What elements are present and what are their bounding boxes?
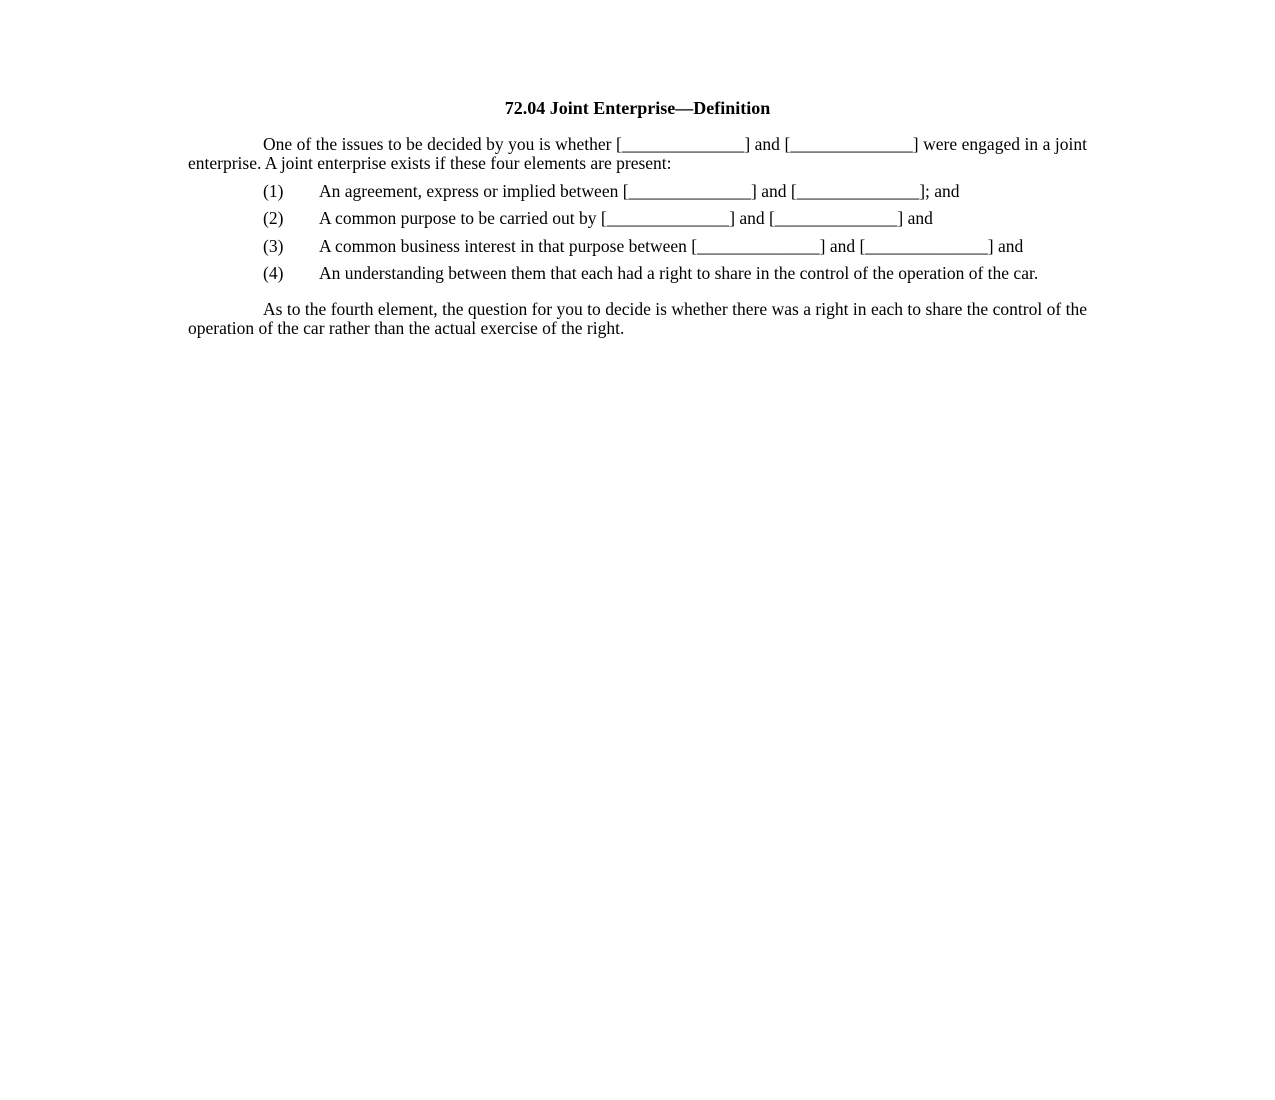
item-number: (2) [263,208,284,228]
item-text: An agreement, express or implied between [______________] and [______________]; and [319,180,960,201]
intro-paragraph: One of the issues to be decided by you is whether [______________] and [______________] were engaged in a joint enterprise. A joint enterprise exists if these four elements are present: [188,133,1087,173]
list-item [188,264,1087,284]
elements-list [188,182,1087,284]
item-number: (1) [263,180,284,201]
document-page [188,99,1087,339]
item-number: (4) [263,263,284,283]
list-item [188,209,1087,229]
list-item [188,182,1087,202]
item-text: An understanding between them that each had a right to share in the control of the operation of the car. [319,263,1039,283]
list-item [188,237,1087,257]
item-text: A common purpose to be carried out by [______________] and [______________] and [319,208,933,228]
item-text: A common business interest in that purpose between [______________] and [______________] and [319,235,1024,256]
document-title: 72.04 Joint Enterprise—Definition [504,98,771,118]
item-number: (3) [263,235,284,256]
closing-paragraph: As to the fourth element, the question for you to decide is whether there was a right in each to share the control of the operation of the car rather than the actual exercise of the right. [188,298,1087,338]
